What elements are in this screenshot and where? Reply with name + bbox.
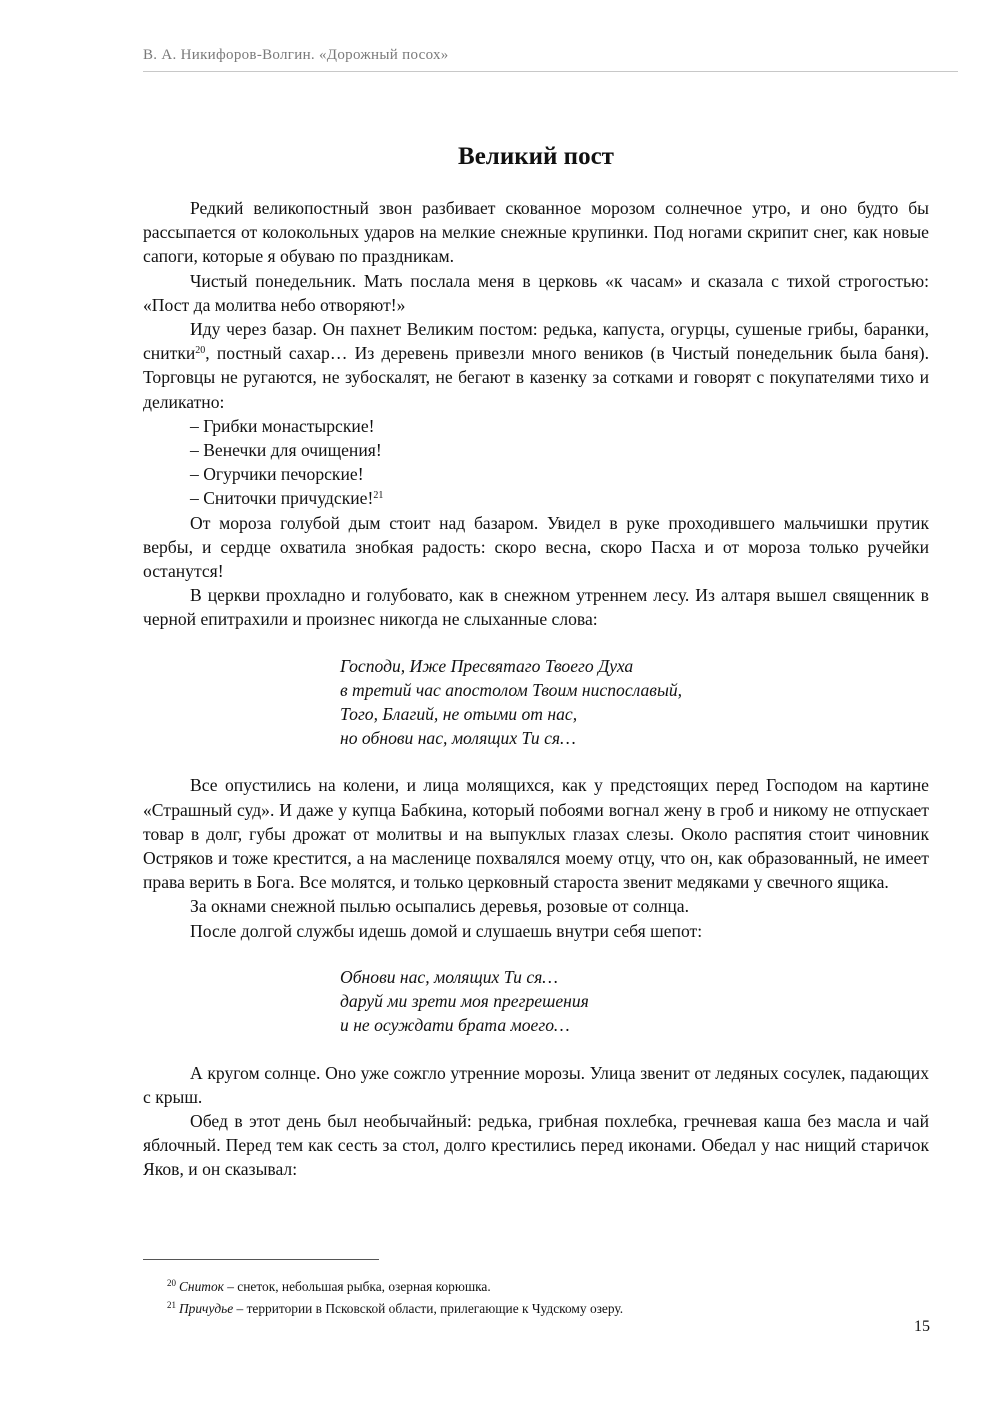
paragraph: Редкий великопостный звон разбивает скованное морозом солнечное утро, и оно будто бы рассыпается от колокольных ударов на мелкие снежные крупинки. Под ногами скрипит снег, как новые сапоги, которые я обуваю по праздникам. <box>143 198 929 267</box>
footnote-number: 20 <box>167 1278 176 1288</box>
footnote-ref: 21 <box>373 490 384 502</box>
page-number: 15 <box>914 1318 930 1335</box>
footnote-term: Причудье <box>179 1301 234 1316</box>
verse-line: и не осуждати брата моего… <box>340 1015 570 1036</box>
footnote-number: 21 <box>167 1300 176 1310</box>
paragraph: За окнами снежной пылью осыпались деревья, розовые от солнца. <box>190 896 690 917</box>
running-header: В. А. Никифоров-Волгин. «Дорожный посох» <box>143 47 449 63</box>
paragraph <box>143 317 929 414</box>
paragraph: А кругом солнце. Оно уже сожгло утренние морозы. Улица звенит от ледяных сосулек, падающих с крыш. <box>143 1062 929 1107</box>
footnote-20 <box>167 1276 927 1298</box>
paragraph: Чистый понедельник. Мать послала меня в церковь «к часам» и сказала с тихой строгостью: «Пост да молитва небо отворяют!» <box>143 270 929 315</box>
footnote-ref: 20 <box>195 345 206 357</box>
verse-line: но обнови нас, молящих Ти ся… <box>340 728 576 749</box>
paragraph: От мороза голубой дым стоит над базаром. Увидел в руке проходившего мальчишки прутик вербы, и сердце охватила знобкая радость: скоро весна, скоро Пасха и от мороза только ручейки останутся! <box>143 512 929 582</box>
header-rule <box>143 71 958 72</box>
verse-line: в третий час апостолом Твоим ниспославый, <box>340 679 683 700</box>
chapter-title: Великий пост <box>458 143 614 170</box>
prayer-verse <box>340 654 929 751</box>
paragraph: В церкви прохладно и голубовато, как в снежном утреннем лесу. Из алтаря вышел священник в черной епитрахили и произнес никогда не слыханные слова: <box>143 585 929 630</box>
footnote-text: – территории в Псковской области, прилегающие к Чудскому озеру. <box>233 1301 624 1316</box>
verse-line: Того, Благий, не отыми от нас, <box>340 704 578 725</box>
verse-line: Обнови нас, молящих Ти ся… <box>340 966 558 987</box>
dialog-line: – Огурчики печорские! <box>190 464 364 485</box>
dialog-text: – Сниточки причудские! <box>190 488 374 509</box>
dialog-line <box>143 486 929 510</box>
footnote-21 <box>167 1298 927 1320</box>
footnote-term: Сниток <box>179 1279 224 1294</box>
verse-line: Господи, Иже Пресвятаго Твоего Духа <box>340 655 634 676</box>
footnote-text: – снеток, небольшая рыбка, озерная корюшка. <box>223 1279 491 1294</box>
dialog-line: – Венечки для очищения! <box>190 440 382 461</box>
dialog-line: – Грибки монастырские! <box>190 415 375 436</box>
paragraph: После долгой службы идешь домой и слушаешь внутри себя шепот: <box>190 920 703 941</box>
verse-line: даруй ми зрети моя прегрешения <box>340 991 589 1012</box>
paragraph-text: Иду через базар. Он пахнет Великим постом: редька, капуста, огурцы, сушеные грибы, баранки, снитки <box>143 319 929 364</box>
prayer-verse <box>340 965 929 1038</box>
body-text <box>143 196 929 1182</box>
paragraph-text: , постный сахар… Из деревень привезли много веников (в Чистый понедельник была баня). Торговцы не ругаются, не зубоскалят, не бегают в казенку за сотками и говорят с покупателями тихо и деликатно: <box>143 343 929 412</box>
footnote-rule <box>143 1259 379 1260</box>
paragraph: Обед в этот день был необычайный: редька, грибная похлебка, гречневая каша без масла и чай яблочный. Перед тем как сесть за стол, долго крестились перед иконами. Обедал у нас нищий старичок Яков, и он сказывал: <box>143 1110 929 1180</box>
footnotes <box>167 1276 927 1320</box>
paragraph: Все опустились на колени, и лица молящихся, как у предстоящих перед Господом на картине «Страшный суд». И даже у купца Бабкина, который побоями вогнал жену в гроб и никому не отпускает товар в долг, губы дрожат от молитвы и на выпуклых глазах слезы. Около распятия стоит чиновник Остряков и тоже крестится, а на масленице похвалялся моему отцу, что он, как образованный, не имеет права верить в Бога. Все молятся, и только церковный староста звенит медяками у свечного ящика. <box>143 775 929 893</box>
